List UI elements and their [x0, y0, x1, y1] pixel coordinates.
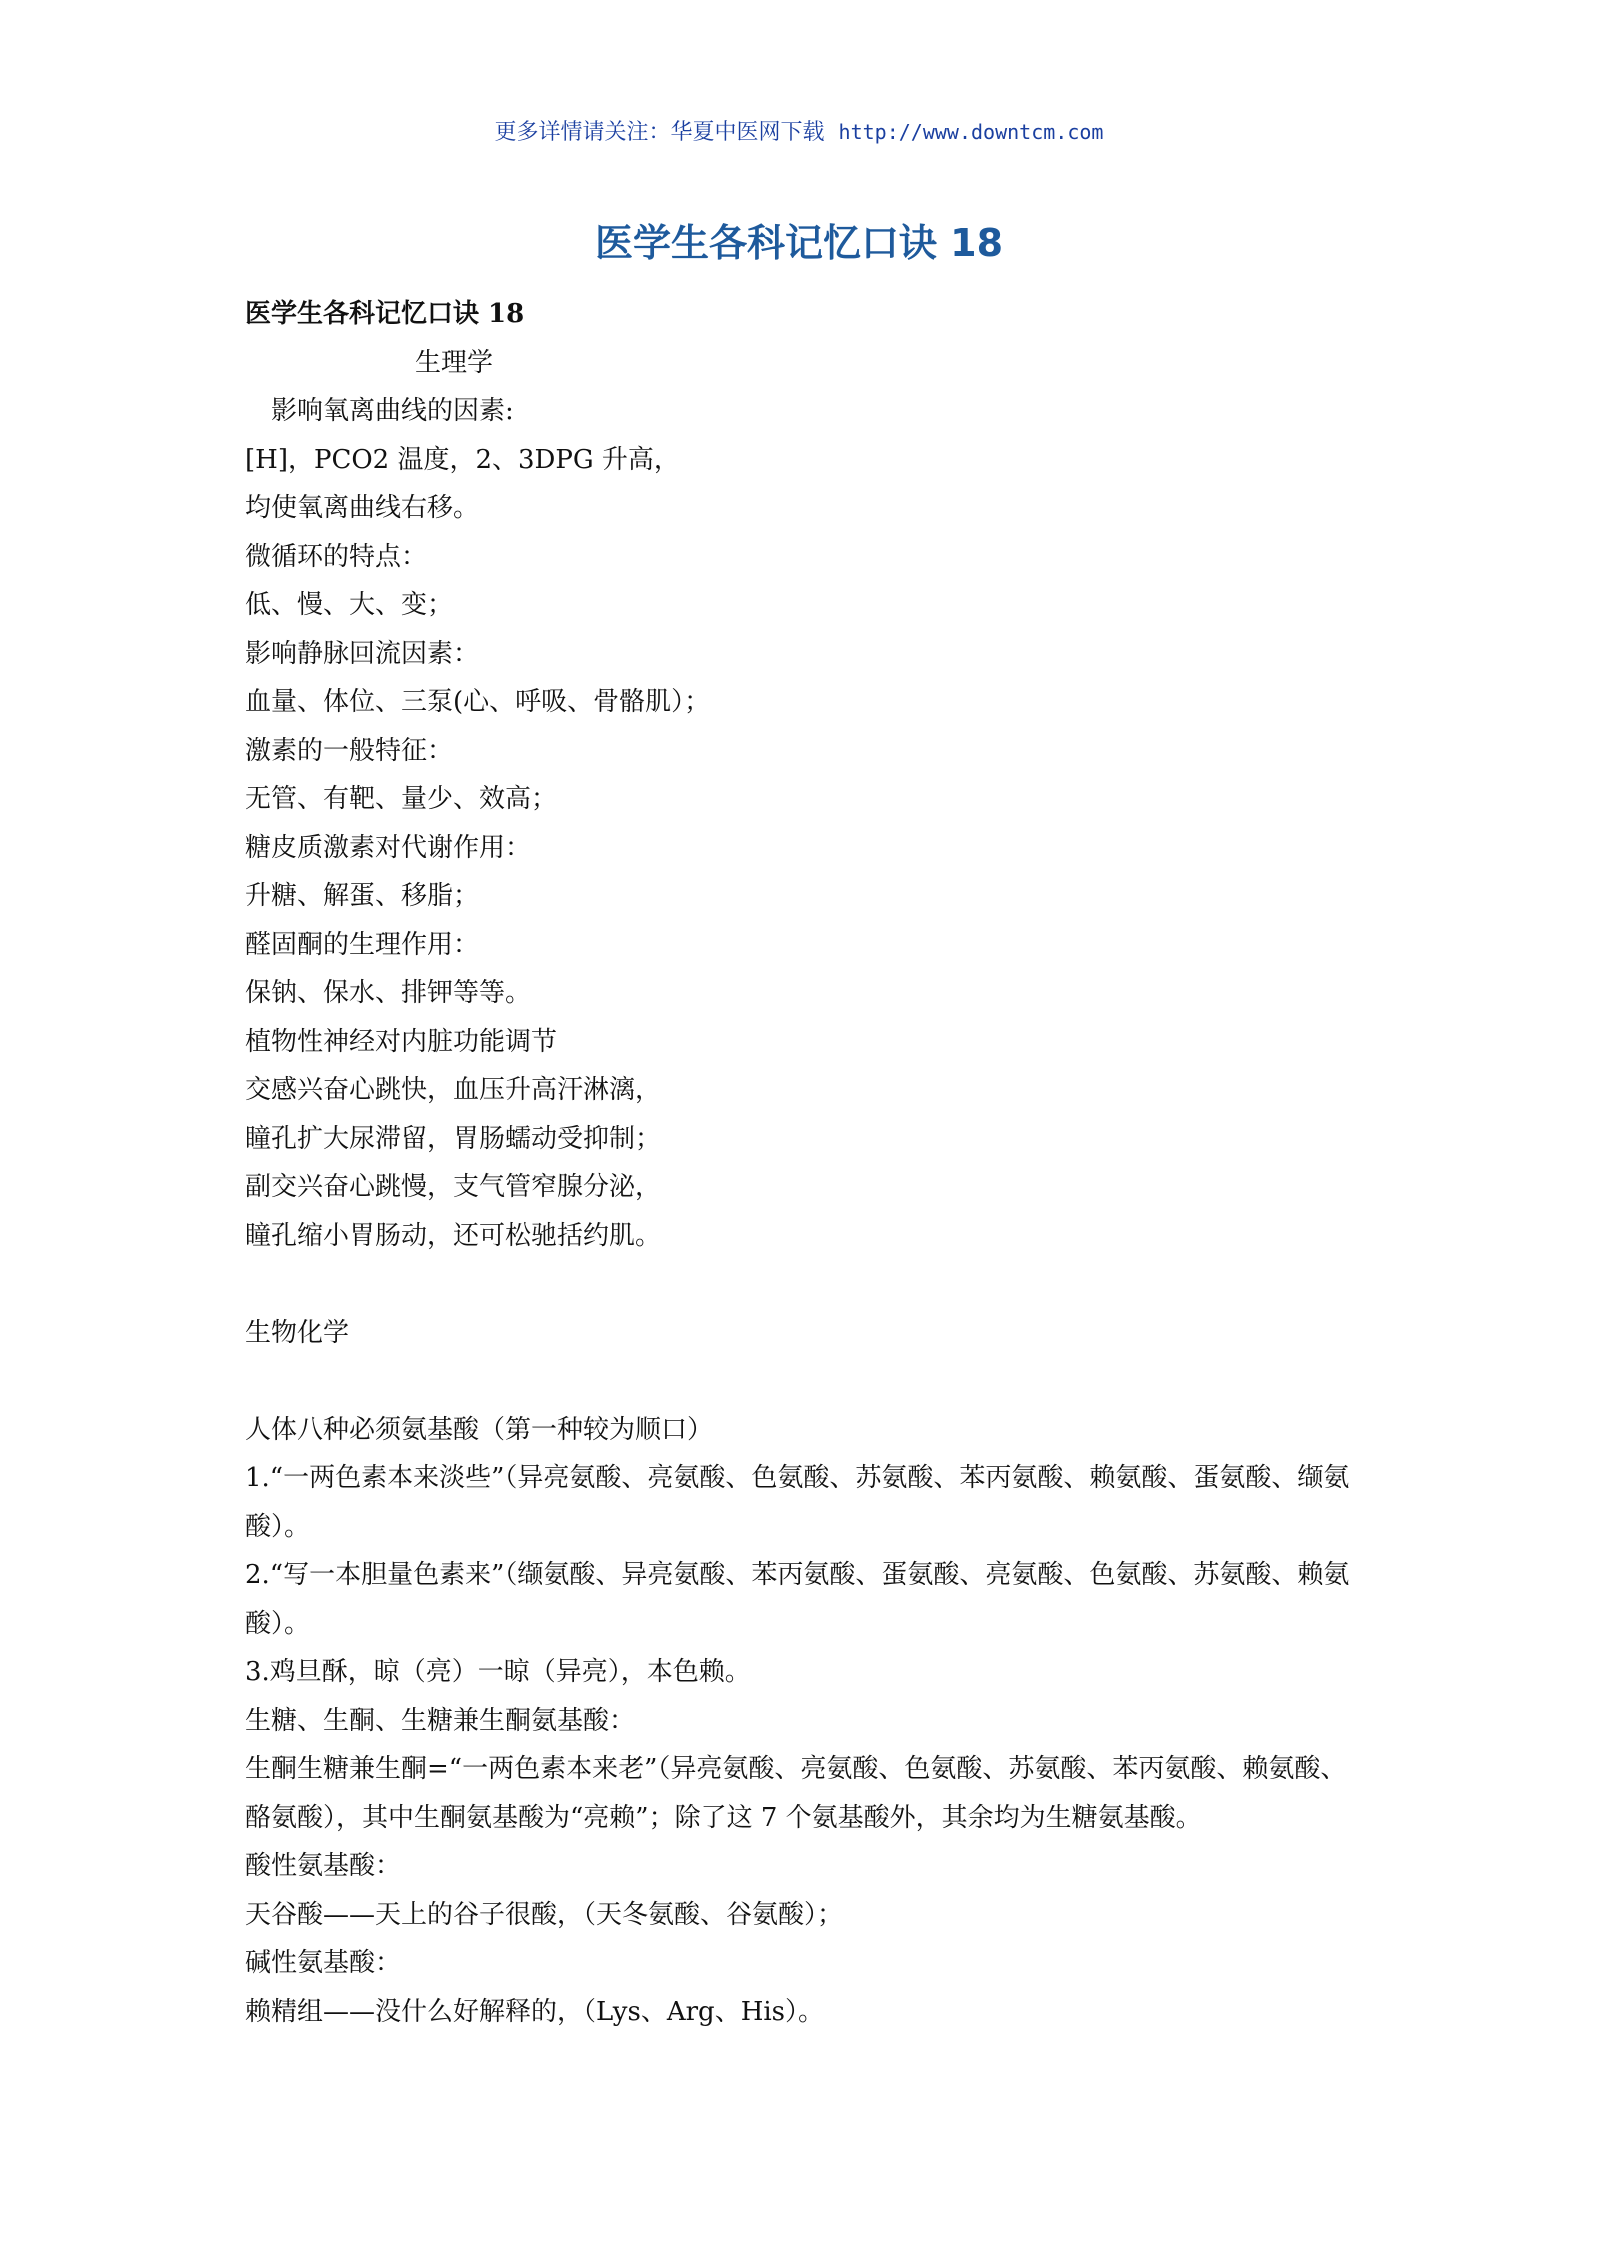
body-line: 血量、体位、三泵(心、呼吸、骨骼肌）； [245, 687, 711, 717]
body-line: 碱性氨基酸： [245, 1948, 402, 1978]
body-line: [H]，PCO2 温度，2、3DPG 升高， [245, 444, 680, 475]
body-line: 3.鸡旦酥，晾（亮）一晾（异亮），本色赖。 [245, 1657, 751, 1687]
body-line: 无管、有靶、量少、效高； [245, 784, 558, 814]
page-header [0, 115, 1598, 146]
header-url-link[interactable]: http://www.downtcm.com [838, 120, 1104, 144]
body-line: 赖精组——没什么好解释的，（Lys、Arg、His）。 [245, 1996, 825, 2027]
body-line: 副交兴奋心跳慢，支气管窄腺分泌， [245, 1172, 662, 1202]
body-line: 酸性氨基酸： [245, 1851, 402, 1881]
body-line: 1.“一两色素本来淡些”（异亮氨酸、亮氨酸、色氨酸、苏氨酸、苯丙氨酸、赖氨酸、蛋氨酸、缬氨酸）。 [245, 1463, 1350, 1542]
section-heading-biochemistry: 生物化学 [245, 1317, 350, 1348]
body-line: 影响氧离曲线的因素: [271, 396, 514, 426]
body-line: 激素的一般特征： [245, 735, 454, 766]
body-line: 生糖、生酮、生糖兼生酮氨基酸： [245, 1705, 636, 1736]
paragraph-gap [245, 1357, 1370, 1406]
body-line: 交感兴奋心跳快，血压升高汗淋漓， [245, 1075, 662, 1105]
body-line: 升糖、解蛋、移脂； [245, 881, 480, 911]
body-line: 影响静脉回流因素： [245, 638, 480, 669]
body-line: 微循环的特点： [245, 541, 428, 572]
body-line: 醛固酮的生理作用： [245, 929, 480, 960]
document-title: 医学生各科记忆口诀 18 [594, 221, 1004, 265]
body-line: 人体八种必须氨基酸（第一种较为顺口） [245, 1414, 714, 1445]
body-line: 低、慢、大、变； [245, 590, 454, 620]
header-note: 更多详情请关注：华夏中医网下载 [494, 120, 825, 145]
section-heading-physiology: 生理学 [415, 347, 494, 378]
body-line: 瞳孔缩小胃肠动，还可松驰括约肌。 [245, 1220, 662, 1251]
document-subtitle: 医学生各科记忆口诀 18 [245, 299, 525, 329]
body-line: 保钠、保水、排钾等等。 [245, 978, 532, 1008]
body-line: 均使氧离曲线右移。 [245, 493, 480, 523]
body-line: 瞳孔扩大尿滞留，胃肠蠕动受抑制； [245, 1123, 662, 1154]
body-line: 糖皮质激素对代谢作用： [245, 832, 532, 863]
body-line: 2.“写一本胆量色素来”（缬氨酸、异亮氨酸、苯丙氨酸、蛋氨酸、亮氨酸、色氨酸、苏氨酸、赖氨酸）。 [245, 1560, 1350, 1639]
body-line: 生酮生糖兼生酮=“一两色素本来老”（异亮氨酸、亮氨酸、色氨酸、苏氨酸、苯丙氨酸、赖氨酸、酪氨酸），其中生酮氨基酸为“亮赖”；除了这 7 个氨基酸外，其余均为生糖氨基酸。 [245, 1754, 1347, 1833]
paragraph-gap [245, 1260, 1370, 1309]
document-body [245, 290, 1370, 2036]
body-line: 植物性神经对内脏功能调节 [245, 1026, 558, 1057]
body-line: 天谷酸——天上的谷子很酸，（天冬氨酸、谷氨酸）； [245, 1899, 844, 1930]
